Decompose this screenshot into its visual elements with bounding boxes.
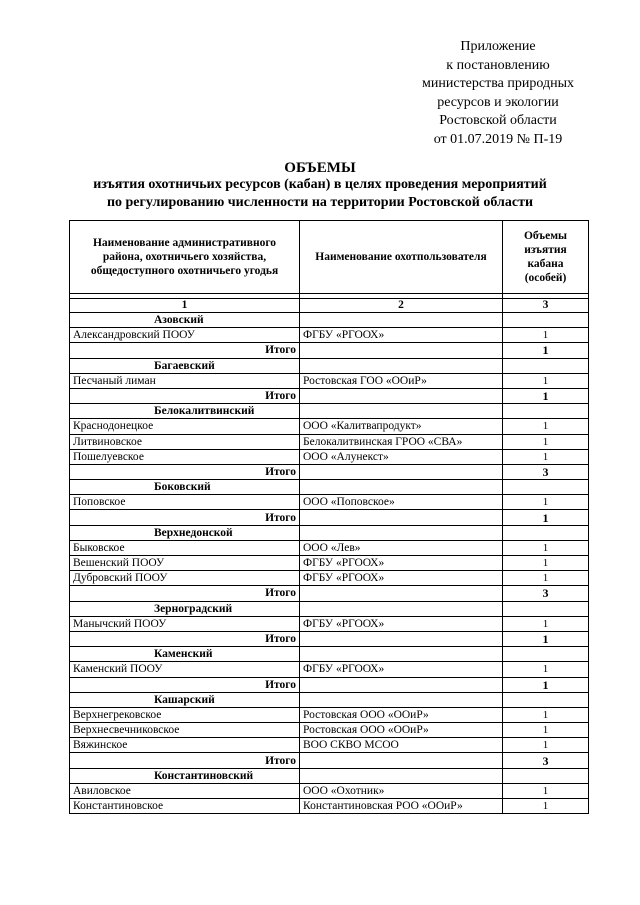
header-area: Наименование административного района, охотничьего хозяйства, общедоступного охотничьего угодья bbox=[70, 221, 300, 294]
table-row bbox=[70, 738, 589, 753]
cell-area: Азовский bbox=[70, 313, 300, 328]
cell-user bbox=[300, 313, 503, 328]
cell-volume bbox=[503, 313, 589, 328]
cell-area: Дубровский ПООУ bbox=[70, 571, 300, 586]
cell-volume bbox=[503, 404, 589, 419]
cell-volume: 1 bbox=[503, 571, 589, 586]
total-row bbox=[70, 677, 589, 692]
total-row bbox=[70, 631, 589, 646]
cell-user bbox=[300, 677, 503, 692]
column-number: 3 bbox=[503, 299, 589, 313]
table-row bbox=[70, 799, 589, 814]
total-row bbox=[70, 388, 589, 403]
cell-user: Ростовская ГОО «ООиР» bbox=[300, 373, 503, 388]
annex-line: ресурсов и экологии bbox=[437, 94, 559, 110]
cell-volume: 1 bbox=[503, 799, 589, 814]
total-row bbox=[70, 753, 589, 768]
table-row bbox=[70, 449, 589, 464]
cell-area: Верхнесвечниковское bbox=[70, 723, 300, 738]
cell-volume: 3 bbox=[503, 586, 589, 601]
district-row bbox=[70, 601, 589, 616]
cell-user: ВОО СКВО МСОО bbox=[300, 738, 503, 753]
cell-user bbox=[300, 753, 503, 768]
table-row bbox=[70, 419, 589, 434]
cell-area: Итого bbox=[70, 343, 300, 358]
cell-user bbox=[300, 404, 503, 419]
cell-user: ФГБУ «РГООХ» bbox=[300, 556, 503, 571]
document-subtitle-line-2: по регулированию численности на территории Ростовской области bbox=[106, 195, 534, 210]
cell-user bbox=[300, 768, 503, 783]
cell-volume: 1 bbox=[503, 662, 589, 677]
table-row bbox=[70, 723, 589, 738]
cell-area: Багаевский bbox=[70, 358, 300, 373]
cell-area: Итого bbox=[70, 388, 300, 403]
cell-volume: 1 bbox=[503, 510, 589, 525]
cell-volume: 1 bbox=[503, 449, 589, 464]
annex-line: Приложение bbox=[460, 39, 536, 54]
cell-volume: 1 bbox=[503, 723, 589, 738]
table-row bbox=[70, 540, 589, 555]
document-subtitle-line-1: изъятия охотничьих ресурсов (кабан) в целях проведения мероприятий bbox=[93, 177, 547, 192]
cell-volume bbox=[503, 525, 589, 540]
table-row bbox=[70, 783, 589, 798]
cell-user bbox=[300, 692, 503, 707]
cell-area: Константиновский bbox=[70, 768, 300, 783]
table-row bbox=[70, 556, 589, 571]
table-row bbox=[70, 662, 589, 677]
cell-volume bbox=[503, 480, 589, 495]
cell-user: ФГБУ «РГООХ» bbox=[300, 616, 503, 631]
cell-volume: 1 bbox=[503, 677, 589, 692]
table-row bbox=[70, 616, 589, 631]
column-number: 1 bbox=[70, 299, 300, 313]
cell-user: Белокалитвинская ГРОО «СВА» bbox=[300, 434, 503, 449]
cell-user: Ростовская ООО «ООиР» bbox=[300, 707, 503, 722]
district-row bbox=[70, 692, 589, 707]
cell-volume bbox=[503, 768, 589, 783]
cell-user bbox=[300, 525, 503, 540]
cell-volume: 1 bbox=[503, 373, 589, 388]
cell-volume: 1 bbox=[503, 616, 589, 631]
cell-volume: 1 bbox=[503, 343, 589, 358]
annex-line: Ростовской области bbox=[439, 113, 557, 129]
cell-area: Александровский ПООУ bbox=[70, 328, 300, 343]
cell-area: Верхнегрековское bbox=[70, 707, 300, 722]
cell-user bbox=[300, 586, 503, 601]
cell-user bbox=[300, 480, 503, 495]
cell-volume bbox=[503, 692, 589, 707]
district-row bbox=[70, 525, 589, 540]
cell-area: Кашарский bbox=[70, 692, 300, 707]
cell-area: Итого bbox=[70, 510, 300, 525]
cell-user: ООО «Охотник» bbox=[300, 783, 503, 798]
cell-area: Каменский ПООУ bbox=[70, 662, 300, 677]
cell-user bbox=[300, 388, 503, 403]
district-row bbox=[70, 768, 589, 783]
cell-volume: 1 bbox=[503, 328, 589, 343]
cell-area: Быковское bbox=[70, 540, 300, 555]
annex-block bbox=[398, 38, 598, 150]
total-row bbox=[70, 586, 589, 601]
district-row bbox=[70, 480, 589, 495]
cell-area: Краснодонецкое bbox=[70, 419, 300, 434]
annex-line: министерства природных bbox=[422, 76, 574, 92]
cell-volume: 3 bbox=[503, 753, 589, 768]
cell-volume: 1 bbox=[503, 738, 589, 753]
cell-volume: 1 bbox=[503, 495, 589, 510]
cell-user bbox=[300, 510, 503, 525]
cell-volume: 1 bbox=[503, 707, 589, 722]
table-row bbox=[70, 495, 589, 510]
cell-volume: 3 bbox=[503, 464, 589, 479]
cell-user bbox=[300, 631, 503, 646]
cell-area: Пошелуевское bbox=[70, 449, 300, 464]
cell-user: ООО «Калитвапродукт» bbox=[300, 419, 503, 434]
district-row bbox=[70, 313, 589, 328]
column-number-row bbox=[70, 299, 589, 313]
cell-user: ООО «Поповское» bbox=[300, 495, 503, 510]
cell-user: Ростовская ООО «ООиР» bbox=[300, 723, 503, 738]
total-row bbox=[70, 510, 589, 525]
cell-user bbox=[300, 601, 503, 616]
table-row bbox=[70, 373, 589, 388]
cell-user bbox=[300, 343, 503, 358]
cell-area: Верхнедонской bbox=[70, 525, 300, 540]
cell-user: Константиновская РОО «ООиР» bbox=[300, 799, 503, 814]
cell-volume bbox=[503, 601, 589, 616]
table-row bbox=[70, 434, 589, 449]
cell-user: ФГБУ «РГООХ» bbox=[300, 662, 503, 677]
table-body bbox=[70, 313, 589, 814]
cell-user: ООО «Алунекст» bbox=[300, 449, 503, 464]
cell-user bbox=[300, 647, 503, 662]
cell-volume: 1 bbox=[503, 540, 589, 555]
cell-area: Итого bbox=[70, 586, 300, 601]
cell-area: Литвиновское bbox=[70, 434, 300, 449]
annex-line: от 01.07.2019 № П-19 bbox=[433, 131, 563, 147]
table-row bbox=[70, 707, 589, 722]
district-row bbox=[70, 358, 589, 373]
header-volume: Объемы изъятия кабана (особей) bbox=[503, 221, 589, 294]
quota-table bbox=[69, 220, 589, 814]
cell-area: Авиловское bbox=[70, 783, 300, 798]
cell-area: Зерноградский bbox=[70, 601, 300, 616]
cell-area: Итого bbox=[70, 677, 300, 692]
cell-area: Песчаный лиман bbox=[70, 373, 300, 388]
cell-volume: 1 bbox=[503, 434, 589, 449]
table-header-row bbox=[70, 221, 589, 294]
cell-area: Белокалитвинский bbox=[70, 404, 300, 419]
cell-volume: 1 bbox=[503, 783, 589, 798]
district-row bbox=[70, 647, 589, 662]
cell-volume: 1 bbox=[503, 388, 589, 403]
cell-volume bbox=[503, 647, 589, 662]
cell-area: Поповское bbox=[70, 495, 300, 510]
cell-area: Боковский bbox=[70, 480, 300, 495]
cell-user: ФГБУ «РГООХ» bbox=[300, 571, 503, 586]
cell-area: Каменский bbox=[70, 647, 300, 662]
cell-area: Константиновское bbox=[70, 799, 300, 814]
cell-area: Вяжинское bbox=[70, 738, 300, 753]
cell-area: Итого bbox=[70, 753, 300, 768]
cell-area: Итого bbox=[70, 631, 300, 646]
cell-volume bbox=[503, 358, 589, 373]
cell-user bbox=[300, 464, 503, 479]
total-row bbox=[70, 464, 589, 479]
total-row bbox=[70, 343, 589, 358]
cell-area: Манычский ПООУ bbox=[70, 616, 300, 631]
cell-volume: 1 bbox=[503, 631, 589, 646]
cell-user: ФГБУ «РГООХ» bbox=[300, 328, 503, 343]
column-number: 2 bbox=[300, 299, 503, 313]
table-row bbox=[70, 571, 589, 586]
cell-volume: 1 bbox=[503, 419, 589, 434]
header-user: Наименование охотпользователя bbox=[300, 221, 503, 294]
cell-user: ООО «Лев» bbox=[300, 540, 503, 555]
district-row bbox=[70, 404, 589, 419]
document-title: ОБЪЕМЫ bbox=[284, 160, 356, 176]
annex-line: к постановлению bbox=[446, 57, 550, 73]
cell-area: Итого bbox=[70, 464, 300, 479]
cell-user bbox=[300, 358, 503, 373]
cell-volume: 1 bbox=[503, 556, 589, 571]
cell-area: Вешенский ПООУ bbox=[70, 556, 300, 571]
table-row bbox=[70, 328, 589, 343]
